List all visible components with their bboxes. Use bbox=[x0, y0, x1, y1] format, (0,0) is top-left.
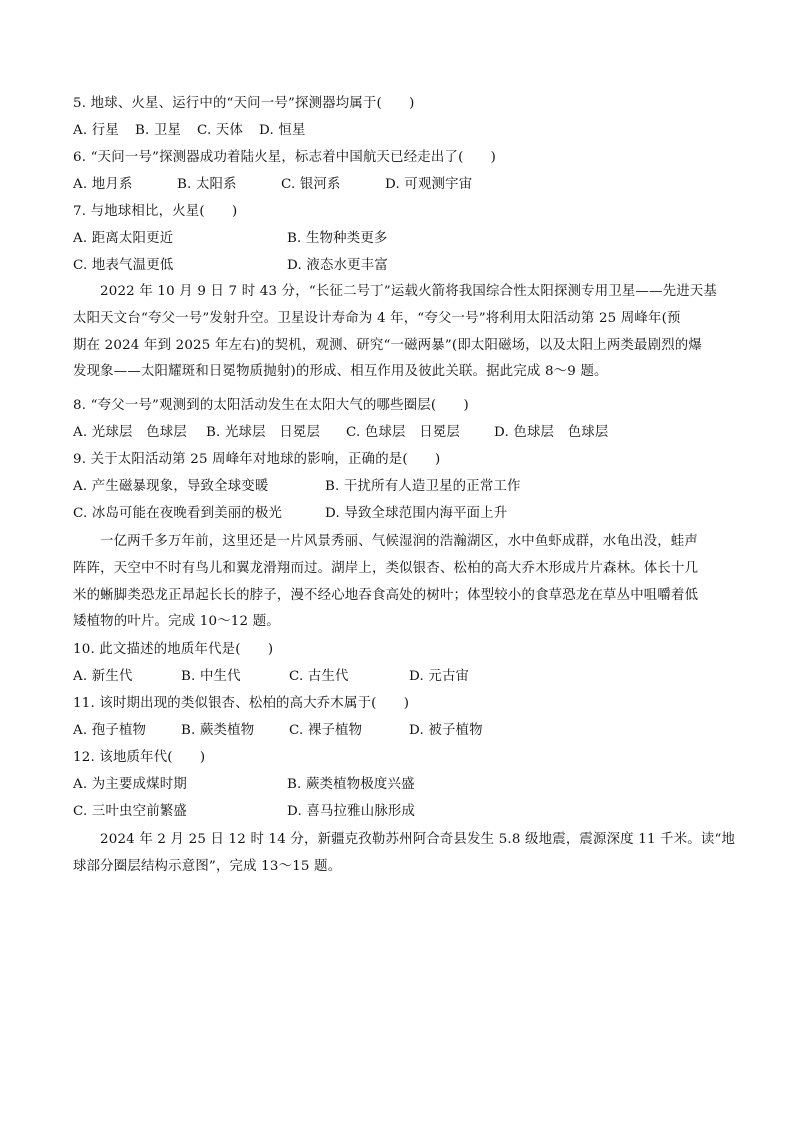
passage-line: 矮植物的叶片。完成 10～12 题。 bbox=[73, 614, 280, 630]
q12-option-a[interactable]: A. 为主要成煤时期 bbox=[73, 777, 187, 792]
q7-stem: 7. 与地球相比，火星( ) bbox=[73, 204, 238, 219]
q5-stem: 5. 地球、火星、运行中的“天问一号”探测器均属于( ) bbox=[73, 96, 415, 111]
passage-line: 米的蜥脚类恐龙正昂起长长的脖子，漫不经心地吞食高处的树叶；体型较小的食草恐龙在草丛中咀嚼着低 bbox=[73, 587, 699, 603]
q10-stem: 10. 此文描述的地质年代是( ) bbox=[73, 642, 274, 657]
passage-line: 2024 年 2 月 25 日 12 时 14 分，新疆克孜勒苏州阿合奇县发生 5.8 级地震，震源深度 11 千米。读“地 bbox=[100, 832, 736, 847]
q5-option-a[interactable]: A. 行星 bbox=[73, 123, 119, 138]
q8-option-b[interactable]: B. 光球层 日冕层 bbox=[206, 425, 321, 440]
passage-dinosaur bbox=[73, 529, 723, 636]
passage-line: 一亿两千多万年前，这里还是一片风景秀丽、气候湿润的浩瀚湖区，水中鱼虾成群，水龟出没，蛙声 bbox=[100, 534, 698, 549]
q10-option-a[interactable]: A. 新生代 bbox=[73, 669, 133, 684]
q11-stem: 11. 该时期出现的类似银杏、松柏的高大乔木属于( ) bbox=[73, 696, 410, 711]
q9-option-a[interactable]: A. 产生磁暴现象，导致全球变暖 bbox=[73, 479, 269, 494]
passage-earthquake bbox=[73, 827, 736, 881]
q11-option-c[interactable]: C. 裸子植物 bbox=[289, 723, 363, 738]
q8-option-c[interactable]: C. 色球层 日冕层 bbox=[346, 425, 461, 440]
q5-option-b[interactable]: B. 卫星 bbox=[135, 123, 182, 138]
passage-line: 阵阵，天空中不时有鸟儿和翼龙滑翔而过。湖岸上，类似银杏、松柏的高大乔木形成片片森林。体长十几 bbox=[73, 560, 699, 576]
q7-options-row-2 bbox=[73, 257, 388, 275]
q6-option-a[interactable]: A. 地月系 bbox=[73, 177, 133, 192]
q8-option-a[interactable]: A. 光球层 色球层 bbox=[73, 425, 187, 440]
passage-line: 太阳天文台“夸父一号”发射升空。卫星设计寿命为 4 年，“夸父一号”将利用太阳活动第 25 周峰年(预 bbox=[73, 310, 681, 326]
q8-options bbox=[73, 424, 609, 442]
q11-options bbox=[73, 722, 483, 740]
q10-option-b[interactable]: B. 中生代 bbox=[181, 669, 241, 684]
q6-option-c[interactable]: C. 银河系 bbox=[281, 177, 341, 192]
q12-options-row-2 bbox=[73, 803, 415, 821]
q10-option-d[interactable]: D. 元古宙 bbox=[409, 669, 470, 684]
q10-option-c[interactable]: C. 古生代 bbox=[289, 669, 349, 684]
q12-options-row-1 bbox=[73, 776, 415, 794]
q9-option-d[interactable]: D. 导致全球范围内海平面上升 bbox=[325, 506, 508, 521]
q12-stem: 12. 该地质年代( ) bbox=[73, 750, 206, 765]
q9-option-b[interactable]: B. 干扰所有人造卫星的正常工作 bbox=[325, 479, 521, 494]
passage-kuafu bbox=[73, 279, 723, 386]
q12-option-d[interactable]: D. 喜马拉雅山脉形成 bbox=[287, 804, 416, 819]
passage-line: 2022 年 10 月 9 日 7 时 43 分，“长征二号丁”运载火箭将我国综合性太阳探测专用卫星——先进天基 bbox=[100, 284, 718, 299]
q6-option-d[interactable]: D. 可观测宇宙 bbox=[385, 177, 473, 192]
q8-option-d[interactable]: D. 色球层 色球层 bbox=[494, 425, 609, 440]
q11-option-b[interactable]: B. 蕨类植物 bbox=[181, 723, 255, 738]
passage-line: 发现象——太阳耀斑和日冕物质抛射)的形成、相互作用及彼此关联。据此完成 8～9 题。 bbox=[73, 364, 608, 380]
q11-option-d[interactable]: D. 被子植物 bbox=[409, 723, 483, 738]
q7-option-d[interactable]: D. 液态水更丰富 bbox=[287, 258, 388, 273]
q5-option-d[interactable]: D. 恒星 bbox=[259, 123, 306, 138]
q5-options bbox=[73, 122, 306, 140]
q5-option-c[interactable]: C. 天体 bbox=[197, 123, 244, 138]
q7-option-a[interactable]: A. 距离太阳更近 bbox=[73, 231, 174, 246]
q6-stem: 6. “天问一号”探测器成功着陆火星，标志着中国航天已经走出了( ) bbox=[73, 150, 497, 165]
q8-stem: 8. “夸父一号”观测到的太阳活动发生在太阳大气的哪些圈层( ) bbox=[73, 398, 469, 413]
q7-options-row-1 bbox=[73, 230, 388, 248]
q12-option-b[interactable]: B. 蕨类植物极度兴盛 bbox=[287, 777, 415, 792]
passage-line: 期在 2024 年到 2025 年左右)的契机，观测、研究“一磁两暴”(即太阳磁场，以及太阳上两类最剧烈的爆 bbox=[73, 337, 702, 353]
passage-line: 球部分圈层结构示意图”，完成 13～15 题。 bbox=[73, 858, 342, 874]
q9-options-row-1 bbox=[73, 478, 521, 496]
q9-option-c[interactable]: C. 冰岛可能在夜晚看到美丽的极光 bbox=[73, 506, 283, 521]
q7-option-b[interactable]: B. 生物种类更多 bbox=[287, 231, 388, 246]
q6-option-b[interactable]: B. 太阳系 bbox=[177, 177, 237, 192]
q9-stem: 9. 关于太阳活动第 25 周峰年对地球的影响，正确的是( ) bbox=[73, 452, 441, 467]
q11-option-a[interactable]: A. 孢子植物 bbox=[73, 723, 147, 738]
q12-option-c[interactable]: C. 三叶虫空前繁盛 bbox=[73, 804, 188, 819]
q9-options-row-2 bbox=[73, 505, 507, 523]
q6-options bbox=[73, 176, 472, 194]
q7-option-c[interactable]: C. 地表气温更低 bbox=[73, 258, 174, 273]
q10-options bbox=[73, 668, 469, 686]
